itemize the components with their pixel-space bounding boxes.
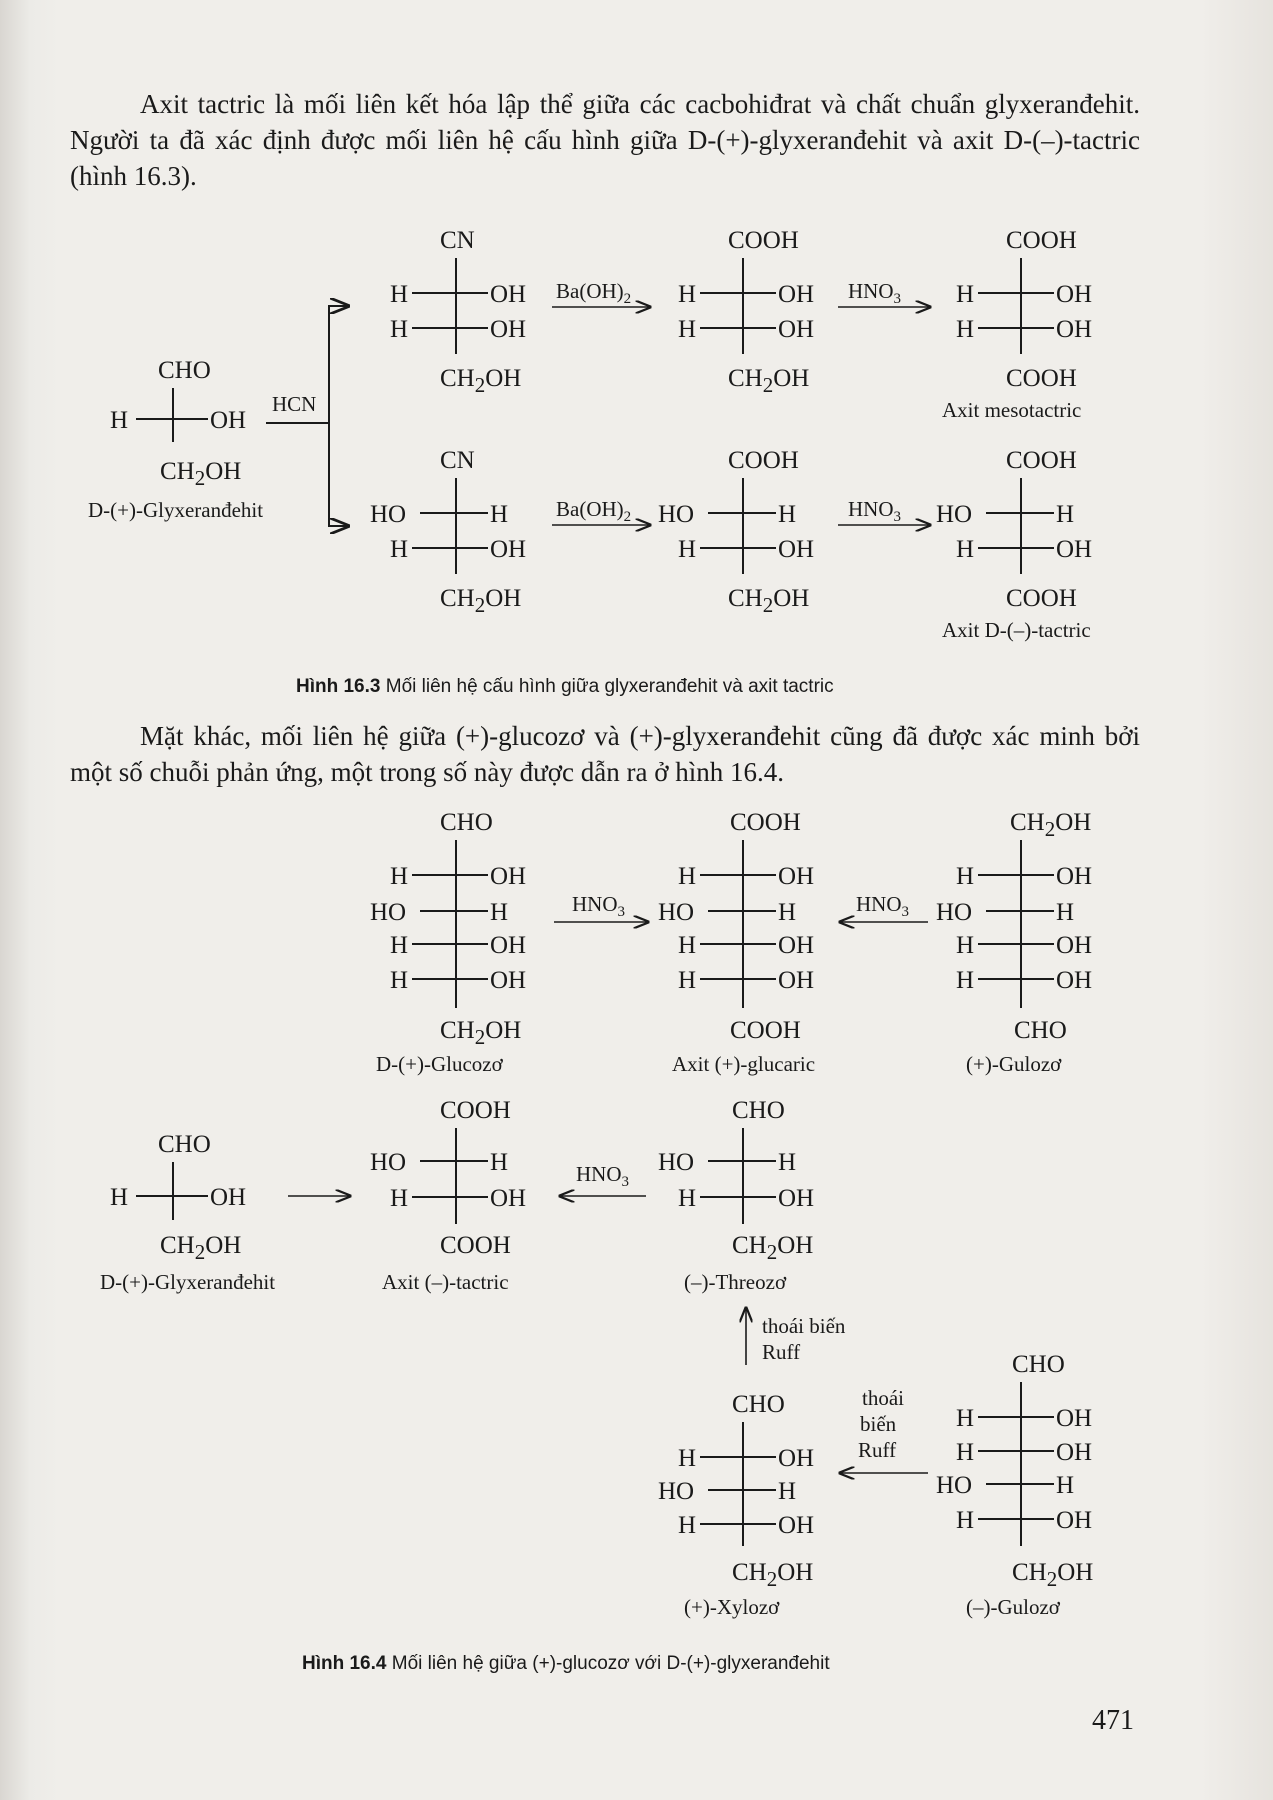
paragraph-intro: Axit tactric là mối liên kết hóa lập thể giữa các cacbohiđrat và chất chuẩn glyxeranđehit. Người ta đã xác định được mối liên hệ cấu hình giữa D-(+)-glyxeranđehit và axit D-(–)-tactric (hình 16.3). — [70, 89, 1140, 191]
hcn-label: HCN — [272, 392, 317, 416]
caption-16-3: Hình 16.3 Mối liên hệ cấu hình giữa glyxeranđehit và axit tactric — [296, 676, 834, 697]
page-number: 471 — [1092, 1705, 1134, 1736]
paragraph-second: Mặt khác, mối liên hệ giữa (+)-glucozơ và (+)-glyxeranđehit cũng đã được xác minh bởi một số chuỗi phản ứng, một trong số này được dẫn ra ở hình 16.4. — [70, 721, 1140, 787]
caption-16-4: Hình 16.4 Mối liên hệ giữa (+)-glucozơ với D-(+)-glyxeranđehit — [302, 1653, 830, 1674]
